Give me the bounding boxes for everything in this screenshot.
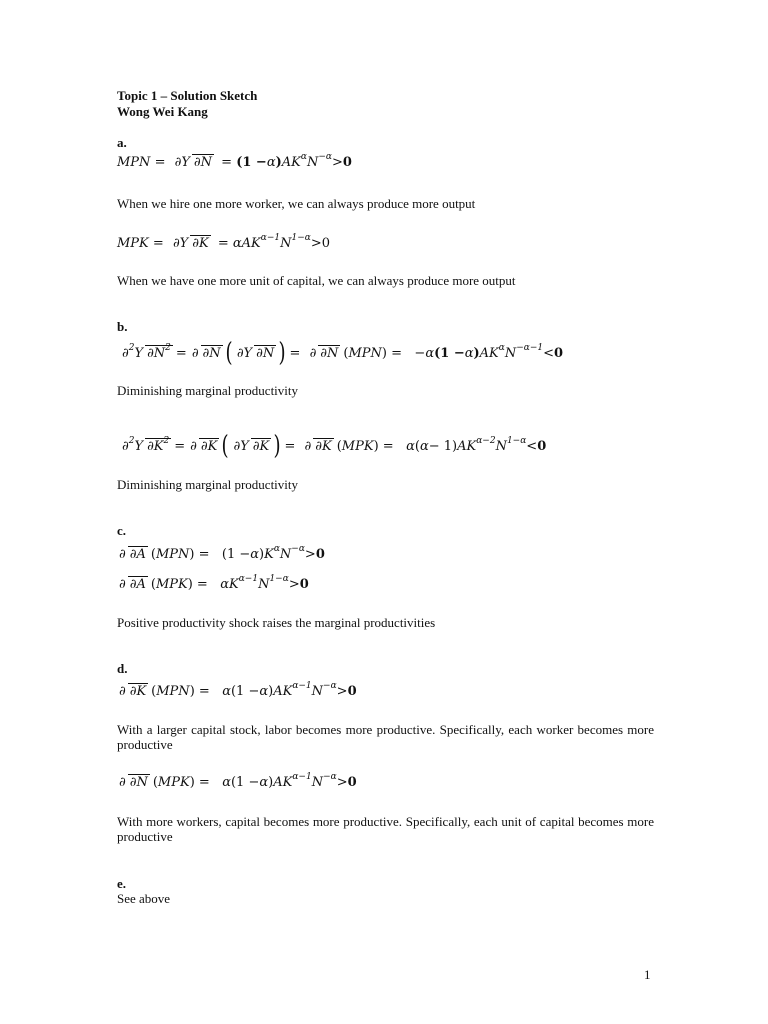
section-d-text-2: With more workers, capital becomes more productive. Specifically, each unit of capital becomes more productive	[117, 814, 654, 844]
section-a-label: a.	[117, 135, 127, 150]
equation-dmpk-dn: ∂ ∂N $(MPK) = \alpha(1 -\alpha)AK^{\alpha-1}N^{-\alpha}>0$	[119, 771, 357, 790]
document-title: Topic 1 – Solution Sketch	[117, 88, 258, 103]
section-a-text-2: When we have one more unit of capital, we can always produce more output	[117, 273, 516, 288]
section-b-label: b.	[117, 319, 128, 334]
equation-dmpk-da: ∂ ∂A $(MPK) = \alpha K^{\alpha-1}N^{1-\alpha}>0$	[119, 573, 309, 592]
section-c-text: Positive productivity shock raises the marginal productivities	[117, 615, 436, 630]
equation-second-derivative-k: ∂$^2$Y $\partial K^2$ = ∂ ∂K ( ∂Y ∂K ) = ∂ ∂K $(MPK) = \alpha(\alpha- 1)AK^{\alpha-2}N^{1-\alpha}<0$	[122, 431, 547, 461]
section-e-label: e.	[117, 876, 127, 891]
section-a-text-1: When we hire one more worker, we can always produce more output	[117, 196, 476, 211]
section-e-text: See above	[117, 891, 171, 906]
section-d-label: d.	[117, 661, 128, 676]
section-b-text-1: Diminishing marginal productivity	[117, 383, 299, 398]
equation-dmpn-dk: ∂ ∂K $(MPN) = \alpha(1 -\alpha)AK^{\alpha-1}N^{-\alpha}>0$	[119, 680, 357, 699]
document-author: Wong Wei Kang	[117, 104, 208, 119]
section-c-label: c.	[117, 523, 127, 538]
section-b-text-2: Diminishing marginal productivity	[117, 477, 299, 492]
equation-mpk: MPK = ∂Y ∂K = $\alpha AK^{\alpha-1}N^{1-\alpha}>0$	[117, 232, 331, 251]
section-d-text-1: With a larger capital stock, labor becomes more productive. Specifically, each worker becomes more productive	[117, 722, 654, 752]
equation-mpn: MPN = ∂Y ∂N = $(1 -\alpha)AK^\alpha N^{-\alpha}>0$	[117, 151, 352, 170]
equation-dmpn-da: ∂ ∂A $(MPN) = (1 -\alpha)K^\alpha N^{-\alpha}>0$	[119, 543, 325, 562]
equation-second-derivative-n: ∂$^2$Y $\partial N^2$ = ∂ ∂N ( ∂Y ∂N ) = ∂ ∂N $(MPN) = -\alpha(1 -\alpha)AK^\alpha N^{-\alpha-1}<0$	[122, 338, 564, 368]
page-number: 1	[644, 967, 651, 982]
